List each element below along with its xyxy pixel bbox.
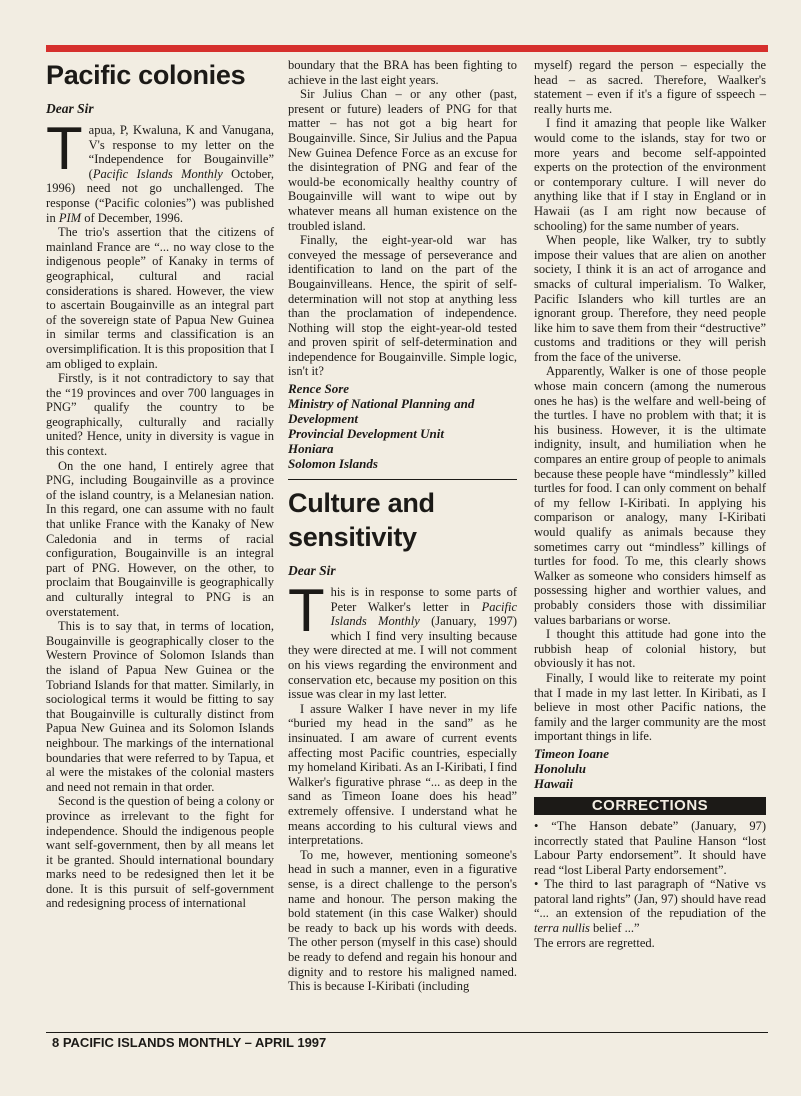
corrections-heading: CORRECTIONS	[534, 797, 766, 815]
footer-rule	[46, 1032, 768, 1033]
letter1-paragraph: Firstly, is it not contradictory to say that the “19 provinces and over 700 languages in PNG” qualify the country to be geographically, culturally and racially united? Hence, unity in diversity is vague in this context.	[46, 371, 274, 459]
column-1	[46, 58, 274, 911]
letter2-paragraph: When people, like Walker, try to subtly impose their values that are alien on another society, I think it is an act of arrogance and smacks of cultural imperialism. To Walker, Pacific Islanders who kill turtles are an ignorant group. Therefore, they need people like him to save them from their “destructive” customs and traditions or they will perish from the face of the universe.	[534, 233, 766, 364]
letter2-paragraph: Finally, I would like to reiterate my point that I made in my last letter. In Kiribati, as I believe in most other Pacific nations, the family and the larger community are the most important things in life.	[534, 670, 766, 744]
letter2-paragraph: myself) regard the person – especially the head – as sacred. Therefore, Waalker's statement – even if it's a figure of sspeech – really hurts me.	[534, 58, 766, 116]
letter1-paragraph: Second is the question of being a colony or province as irrelevant to the fight for independence. Should the indigenous people want self-government, then by all means let it be granted. Should international boundary marks need to be redesigned then let it be done. It is this pursuit of self-government and redesigning process of international	[46, 794, 274, 911]
column-2	[288, 58, 517, 994]
section-divider	[288, 479, 517, 480]
letter1-paragraph: boundary that the BRA has been fighting to achieve in the last eight years.	[288, 58, 517, 87]
signature-line: Provincial Development Unit	[288, 426, 444, 442]
top-rule	[46, 45, 768, 52]
column-3	[534, 58, 766, 950]
signature-line: Hawaii	[534, 775, 574, 791]
letter1-paragraph: Finally, the eight-year-old war has conveyed the message of perseverance and identification to land on the part of the Bougainvilleans. Hence, the spirit of self-determination will not stop at anything less than the proclamation of independence. Nothing will stop the eight-year-old tested and proven spirit of self-determination and independence for Bougainville. Simple logic, isn't it?	[288, 233, 517, 379]
correction-note: The errors are regretted.	[534, 935, 655, 950]
signature-line: Honolulu	[534, 760, 587, 776]
signature-line: Timeon Ioane	[534, 745, 609, 761]
letter1-title: Pacific colonies	[46, 60, 246, 90]
letter2-paragraph: To me, however, mentioning someone's head in such a manner, even in a figurative sense, is a direct challenge to the person's name and honour. The person making the bold statement (in this case Walker) should be ready to back up his words with deeds. The other person (myself in this case) should be ready to defend and regain his honour and dignity and to restore his maligned named. This is because I-Kiribati (including	[288, 847, 517, 994]
letter1-salutation: Dear Sir	[46, 101, 94, 116]
letter2-signature	[534, 746, 766, 791]
letter2-paragraph: This is in response to some parts of Peter Walker's letter in Pacific Islands Monthly (January, 1997) which I find very insulting because they were directed at me. I will not comment on his views regarding the environment and conservation etc, because my position on this issue was clear in my last letter.	[288, 577, 517, 702]
dropcap: T	[46, 115, 83, 182]
signature-line: Solomon Islands	[288, 456, 378, 472]
letter2-paragraph: Apparently, Walker is one of those people whose main concern (among the numerous ones he has) is the welfare and well-being of the turtles. I have no problem with that; it is his business. However, it is the ultimate indignity, insult, and humiliation when he compares an entire group of people to animals because these people have “mindlessly” killed turtles for food. I can only comment on behalf of my fellow I-Kiribati. In applying his comparison or analogy, many I-Kiribati would qualify as animals because they sometimes carry out “mindless” killings of turtles for food. To me, this clearly shows Walker as someone who considers himself as possessing higher and worthier values, and probably considers those with dissimiliar values barbarians or worse.	[534, 364, 766, 627]
letter1-paragraph: This is to say that, in terms of location, Bougainville is geographically closer to the Western Province of Solomon Islands than the island of Papua New Guinea or the Tobriand Islands for that matter. Similarly, in sociological terms it would be fitting to say that Bougainville is culturally distinct from Papua New Guinea and its Solomon Islands neighbour. The markings of the international boundaries that were referred to by Tapua, et al were the mistakes of the colonial masters and need not remain in that order.	[46, 619, 274, 794]
signature-line: Honiara	[288, 441, 334, 457]
letter1-paragraph: Tapua, P, Kwaluna, K and Vanugana, V's response to my letter on the “Independence for Bougainville” (Pacific Islands Monthly October, 1996) need not go unchallenged. The response (“Pacific colonies”) was published in PIM of December, 1996.	[46, 115, 275, 225]
correction-item: • The third to last paragraph of “Native vs patoral land rights” (Jan, 97) should have read “... an extension of the repudiation of the terra nullis belief ...”	[534, 877, 766, 936]
correction-item: • “The Hanson debate” (January, 97) incorrectly stated that Pauline Hanson “lost Labour Party endorsement”. It should have read “lost Liberal Party endorsement”.	[534, 818, 766, 877]
letter2-paragraph: I thought this attitude had gone into the rubbish heap of colonial history, but obviously it has not.	[534, 627, 766, 671]
letter2-paragraph: I assure Walker I have never in my life “buried my head in the sand” as he insinuated. I am aware of current events affecting most Pacific countries, especially my homeland Kiribati. As an I-Kiribati, I find Walker's figurative phrase “... as deep in the sand as Timeon Ioane does his head” extremely offensive. I understand what he means according to his cultural views and interpretations.	[288, 701, 517, 848]
letter1-paragraph: Sir Julius Chan – or any other (past, present or future) leaders of PNG for that matter – has not got a big heart for Bougainville. Since, Sir Julius and the Papua New Guinea Defence Force as an excuse for the disintegration of PNG and fear of the would-be economically healthy country of Bougainville will want to wipe out by whatever means all human existence on the troubled island.	[288, 87, 517, 233]
letter1-signature	[288, 381, 517, 471]
letter1-paragraph: The trio's assertion that the citizens of mainland France are “... no way close to the indigenous people” of Kanaky in terms of geographical, cultural and racial considerations is shared. However, the view to ascertain Bougainville as an integral part of the sovereign state of Papua New Guinea in similar terms and classification is an oversimplification. It is this proposition that I am obliged to explain.	[46, 225, 274, 371]
signature-line: Ministry of National Planning and Development	[288, 396, 475, 427]
dropcap: T	[288, 577, 325, 645]
letter1-paragraph: On the one hand, I entirely agree that PNG, including Bougainville as a province of the island country, is a Melanesian nation. In this regard, one can assume with no fault that unlike France with the Kanaky of New Caledonia and in terms of racial configuration, Bougainville is an integral part of PNG. However, on the other, to proclaim that Bougainville is geographically and culturally integral to PNG is an overstatement.	[46, 458, 274, 619]
letter2-salutation: Dear Sir	[288, 563, 336, 579]
letter2-paragraph: I find it amazing that people like Walker would come to the islands, stay for two or more years and become self-appointed experts on the protection of the environment or contemporary culture. I will never do anything like that if I stay in England or in Hawaii (as I am right now because of schooling) for the same number of years.	[534, 116, 766, 233]
letter2-title: Culture and sensitivity	[288, 488, 435, 553]
signature-line: Rence Sore	[288, 381, 350, 397]
page-footer: 8 PACIFIC ISLANDS MONTHLY – APRIL 1997	[52, 1035, 327, 1050]
